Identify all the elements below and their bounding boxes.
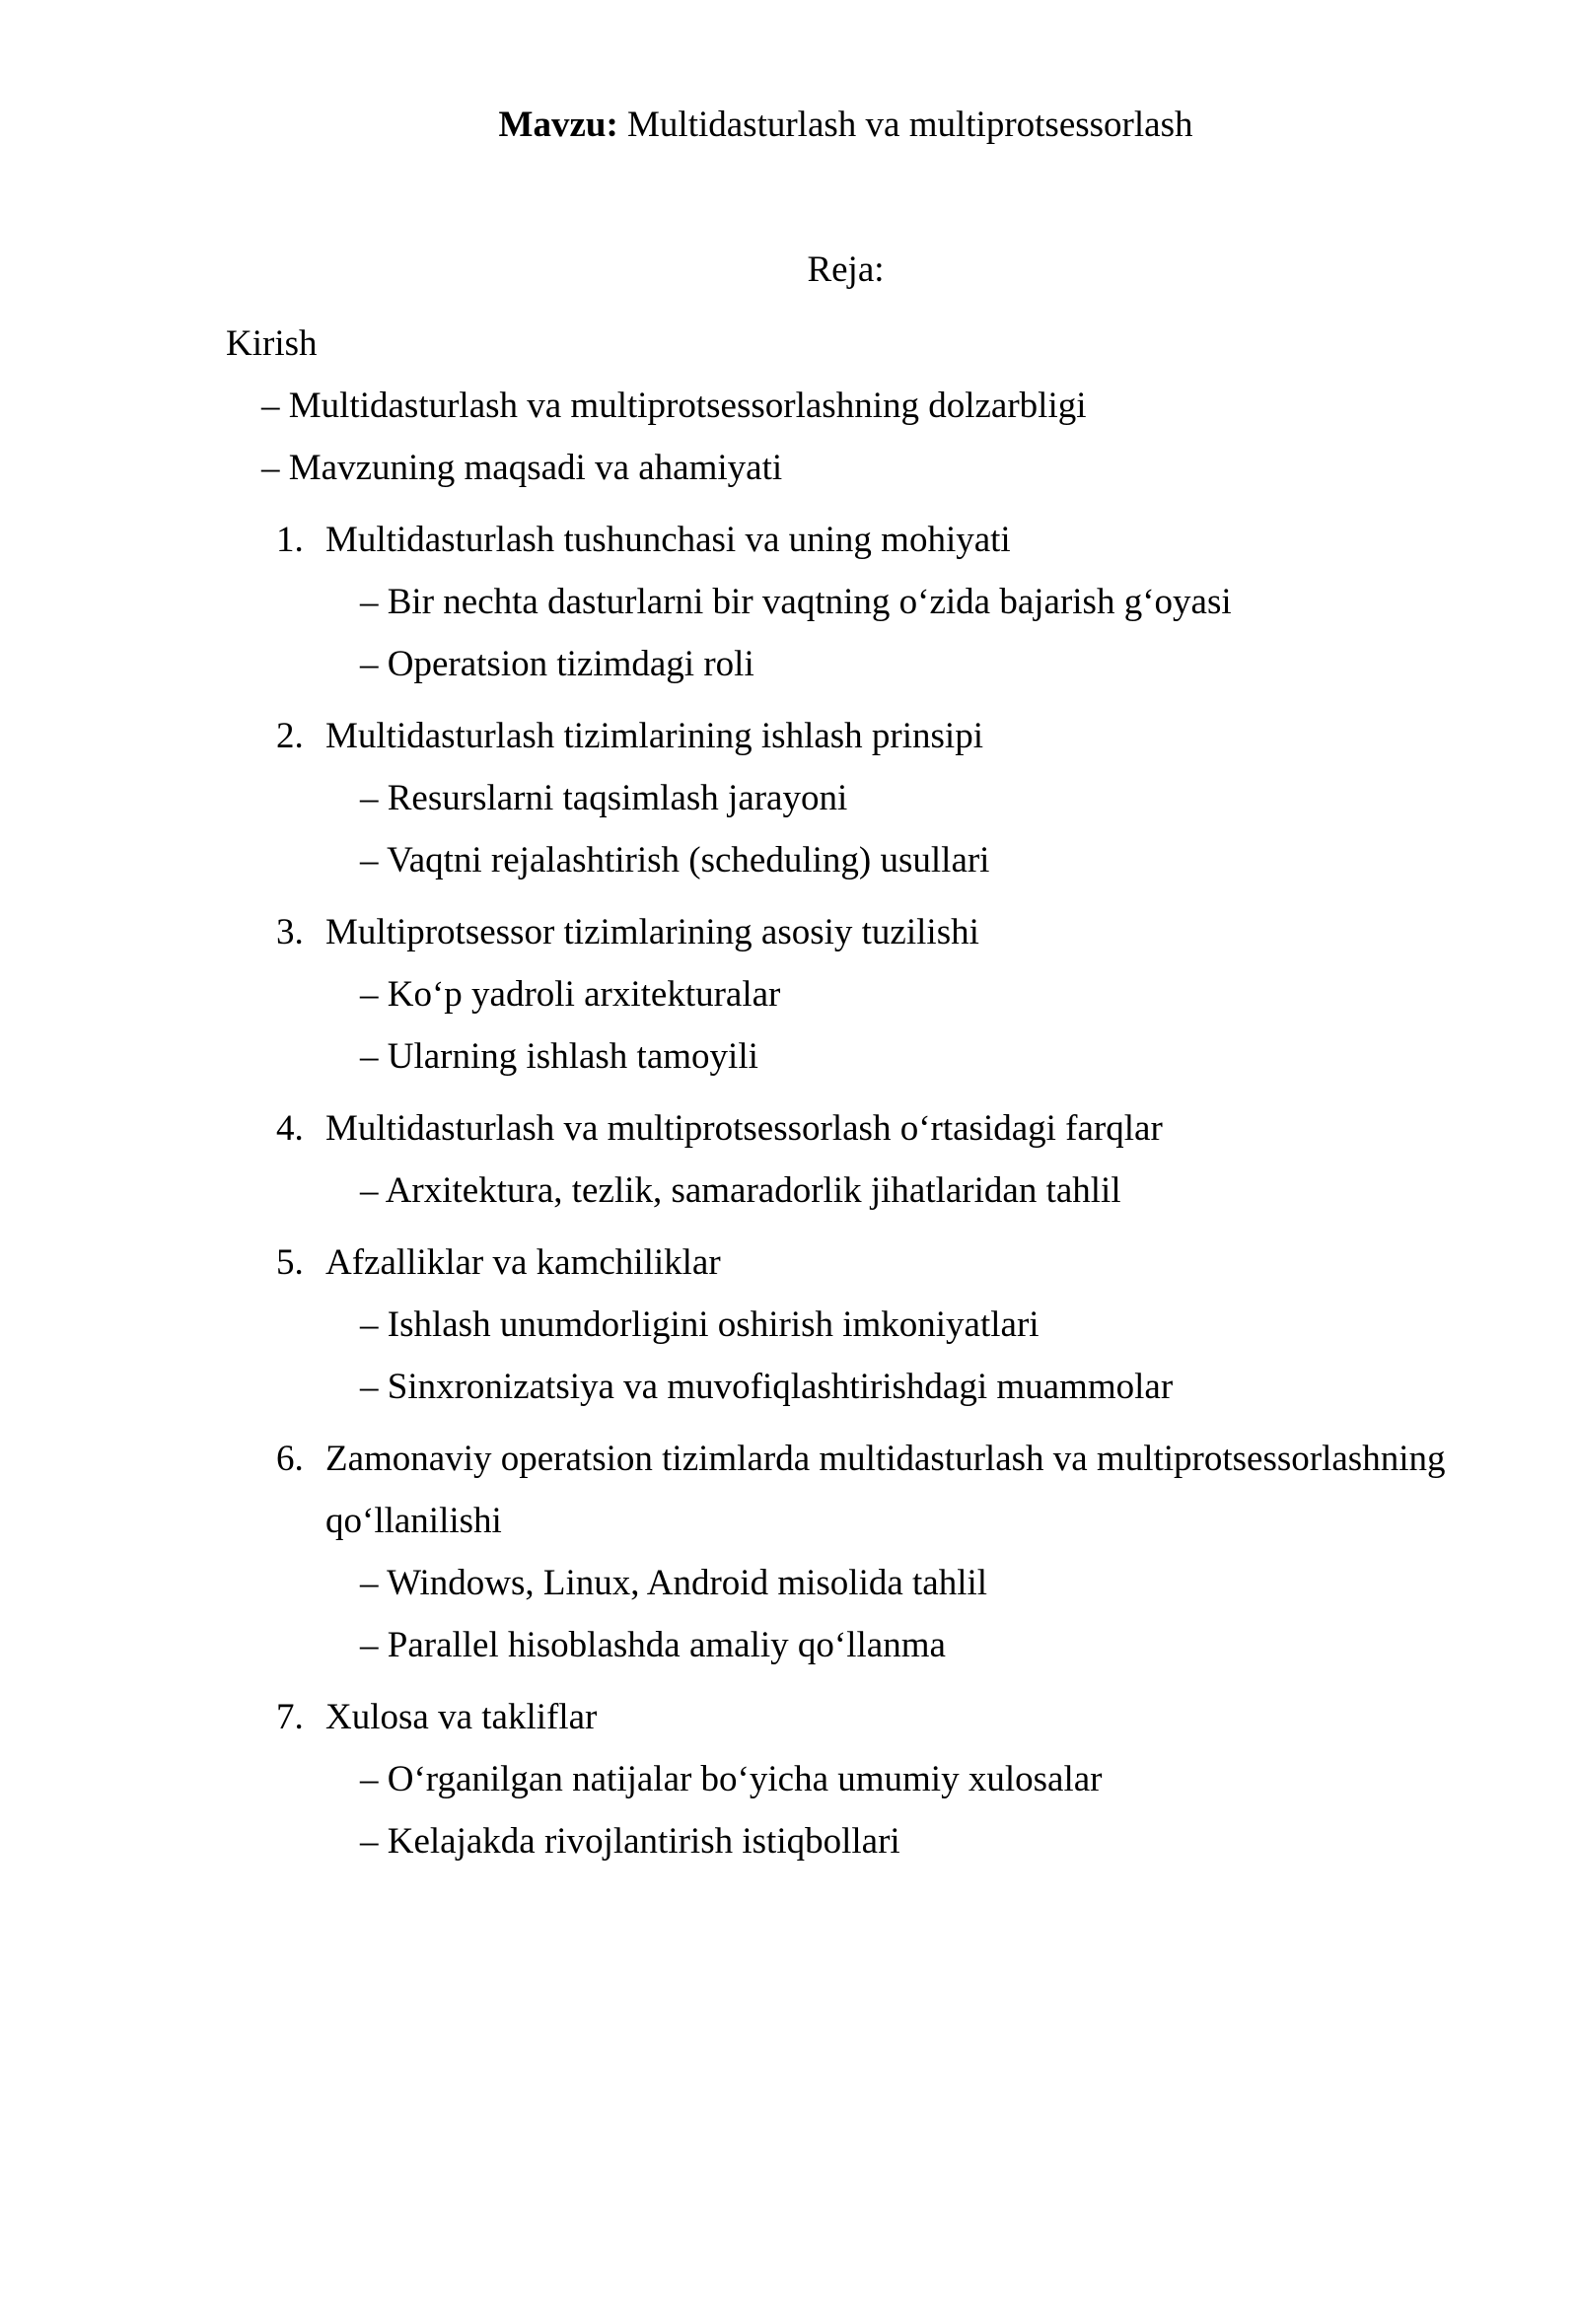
intro-bullet: – Multidasturlash va multiprotsessorlashning dolzarbligi xyxy=(261,386,1087,426)
section-title: Multidasturlash va multiprotsessorlash oʻrtasidagi farqlar xyxy=(325,1108,1163,1149)
document-content xyxy=(226,94,1466,1872)
section-bullet: – Koʻp yadroli arxitekturalar xyxy=(360,974,781,1015)
section-bullet: – Bir nechta dasturlarni bir vaqtning oʻzida bajarish gʻoyasi xyxy=(360,582,1232,622)
section-title: Multidasturlash tizimlarining ishlash prinsipi xyxy=(325,716,983,756)
section-title: Multiprotsessor tizimlarining asosiy tuzilishi xyxy=(325,912,979,952)
section-4 xyxy=(276,1097,1466,1222)
section-3 xyxy=(276,901,1466,1088)
section-title: Xulosa va takliflar xyxy=(325,1697,598,1737)
section-number: 3. xyxy=(276,912,304,952)
section-number: 7. xyxy=(276,1697,304,1737)
intro-heading-kirish: Kirish xyxy=(226,323,318,364)
section-bullet: – Arxitektura, tezlik, samaradorlik jihatlaridan tahlil xyxy=(360,1170,1121,1211)
section-7 xyxy=(276,1686,1466,1872)
section-bullet: – Resurslarni taqsimlash jarayoni xyxy=(360,778,848,818)
intro-bullet: – Mavzuning maqsadi va ahamiyati xyxy=(261,448,783,488)
subtitle-reja: Reja: xyxy=(807,249,885,290)
section-bullet: – Kelajakda rivojlantirish istiqbollari xyxy=(360,1821,900,1862)
section-number: 4. xyxy=(276,1108,304,1149)
document-page xyxy=(0,94,1578,2324)
section-bullet: – Oʻrganilgan natijalar boʻyicha umumiy xulosalar xyxy=(360,1759,1103,1799)
section-number: 5. xyxy=(276,1242,304,1283)
section-6 xyxy=(276,1428,1466,1676)
section-bullet: – Vaqtni rejalashtirish (scheduling) usullari xyxy=(360,840,990,880)
section-bullet: – Ishlash unumdorligini oshirish imkoniyatlari xyxy=(360,1304,1040,1345)
title-text: Multidasturlash va multiprotsessorlash xyxy=(627,105,1193,145)
document-title xyxy=(226,94,1466,156)
section-number: 1. xyxy=(276,520,304,560)
section-1 xyxy=(276,509,1466,695)
section-bullet: – Windows, Linux, Android misolida tahlil xyxy=(360,1563,988,1603)
title-label: Mavzu: xyxy=(498,105,618,145)
section-2 xyxy=(276,705,1466,891)
section-bullet: – Ularning ishlash tamoyili xyxy=(360,1036,758,1077)
section-title: Zamonaviy operatsion tizimlarda multidasturlash va multiprotsessorlashning qoʻllanilishi xyxy=(325,1439,1446,1541)
section-number: 2. xyxy=(276,716,304,756)
section-bullet: – Operatsion tizimdagi roli xyxy=(360,644,754,684)
section-title: Multidasturlash tushunchasi va uning mohiyati xyxy=(325,520,1011,560)
section-bullet: – Parallel hisoblashda amaliy qoʻllanma xyxy=(360,1625,946,1665)
section-bullet: – Sinxronizatsiya va muvofiqlashtirishdagi muammolar xyxy=(360,1367,1174,1407)
section-5 xyxy=(276,1232,1466,1418)
section-number: 6. xyxy=(276,1439,304,1479)
section-title: Afzalliklar va kamchiliklar xyxy=(325,1242,721,1283)
